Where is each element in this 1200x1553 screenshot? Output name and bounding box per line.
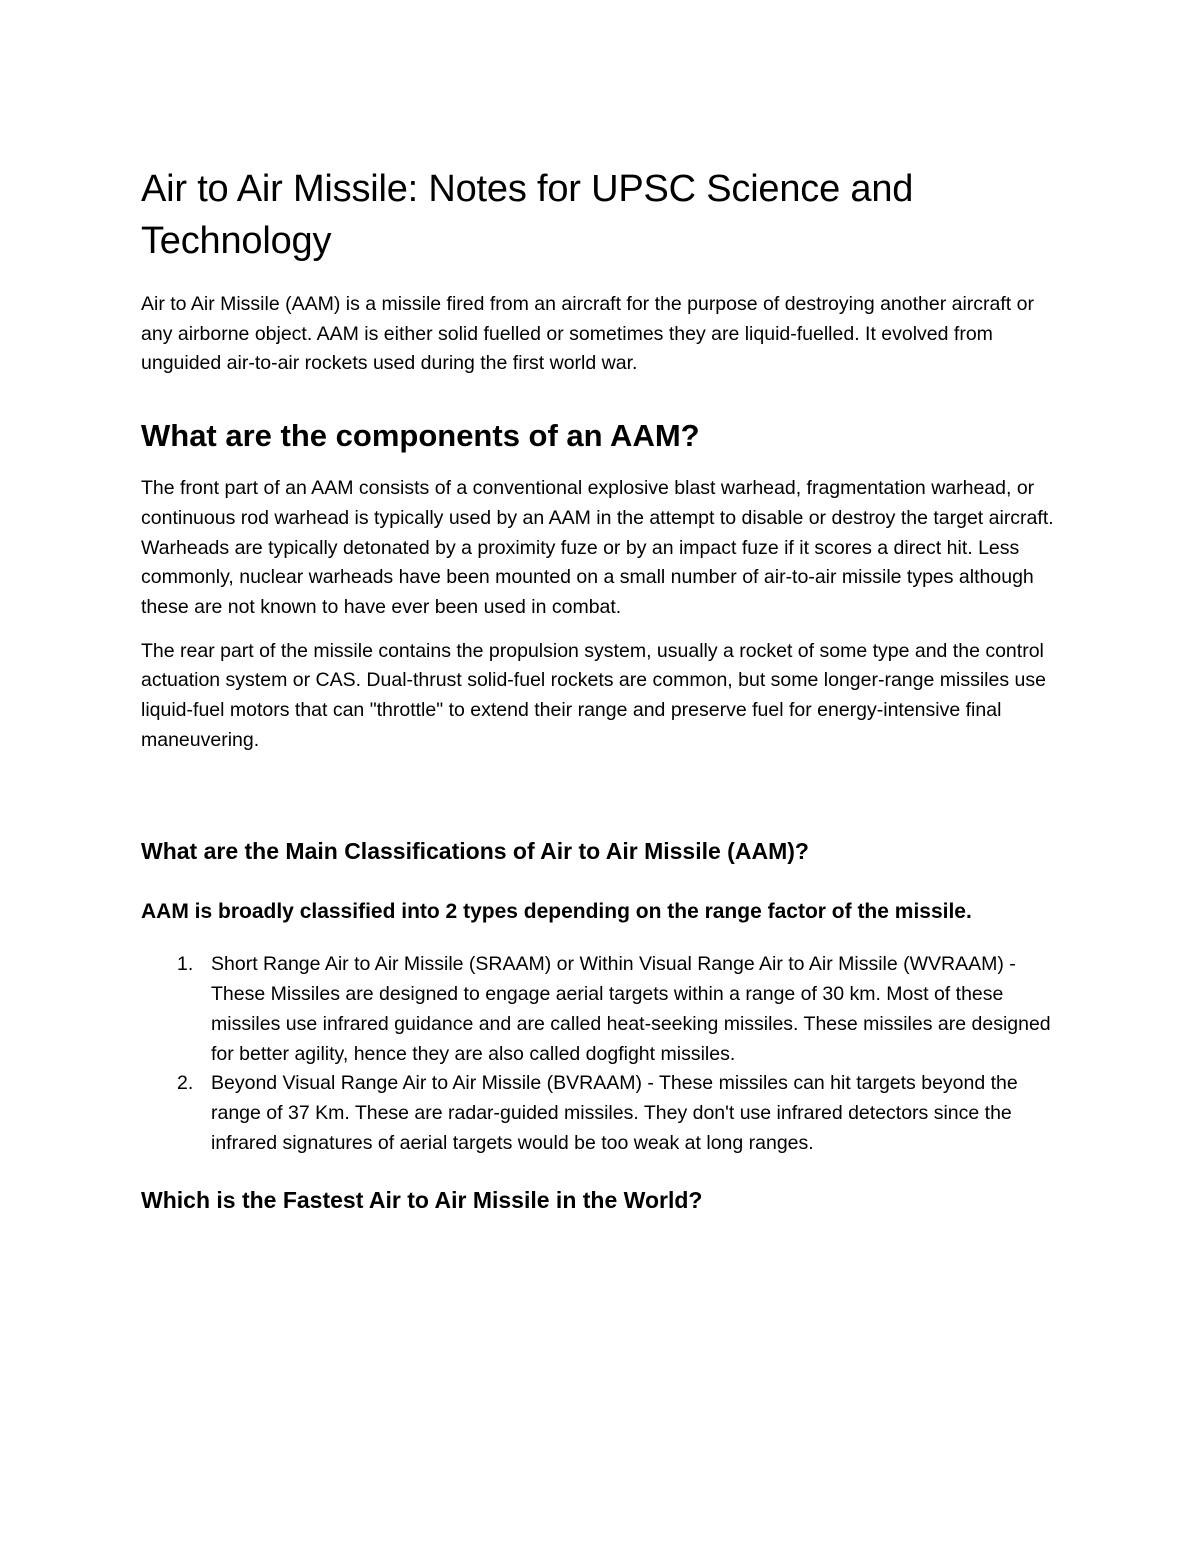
fastest-missile-heading: Which is the Fastest Air to Air Missile in the World? (141, 1187, 703, 1214)
list-item-text: Beyond Visual Range Air to Air Missile (BVRAAM) - These missiles can hit targets beyond the range of 37 Km. These are radar-guided missiles. They don't use infrared detectors since the infrared signatures of aerial targets would be too weak at long ranges. (211, 1072, 1018, 1154)
list-item-text: Short Range Air to Air Missile (SRAAM) or Within Visual Range Air to Air Missile (WVRAAM) - These Missiles are designed to engage aerial targets within a range of 30 km. Most of these missiles use infrared guidance and are called heat-seeking missiles. These missiles are designed for better agility, hence they are also called dogfight missiles. (211, 953, 1051, 1065)
intro-paragraph: Air to Air Missile (AAM) is a missile fired from an aircraft for the purpose of destroying another aircraft or any airborne object. AAM is either solid fuelled or sometimes they are liquid-fuelled. It evolved from unguided air-to-air rockets used during the first world war. (141, 293, 1034, 375)
classifications-heading: What are the Main Classifications of Air to Air Missile (AAM)? (141, 838, 809, 865)
classification-list (141, 950, 1066, 1158)
components-heading: What are the components of an AAM? (141, 418, 700, 454)
components-paragraph-rear: The rear part of the missile contains the propulsion system, usually a rocket of some type and the control actuation system or CAS. Dual-thrust solid-fuel rockets are common, but some longer-range missiles use liquid-fuel motors that can "throttle" to extend their range and preserve fuel for energy-intensive final maneuvering. (141, 639, 1046, 751)
components-paragraph-front: The front part of an AAM consists of a conventional explosive blast warhead, fragmentation warhead, or continuous rod warhead is typically used by an AAM in the attempt to disable or destroy the target aircraft. Warheads are typically detonated by a proximity fuze or by an impact fuze if it scores a direct hit. Less commonly, nuclear warheads have been mounted on a small number of air-to-air missile types although these are not known to have ever been used in combat. (141, 477, 1054, 618)
document-content (141, 163, 1066, 1216)
document-title: Air to Air Missile: Notes for UPSC Science and Technology (141, 168, 914, 262)
list-item (141, 950, 1066, 1069)
list-item (141, 1069, 1066, 1158)
list-item-number: 2. (177, 1072, 194, 1095)
list-item-number: 1. (177, 953, 194, 976)
classifications-subheading: AAM is broadly classified into 2 types depending on the range factor of the missile. (141, 900, 972, 924)
